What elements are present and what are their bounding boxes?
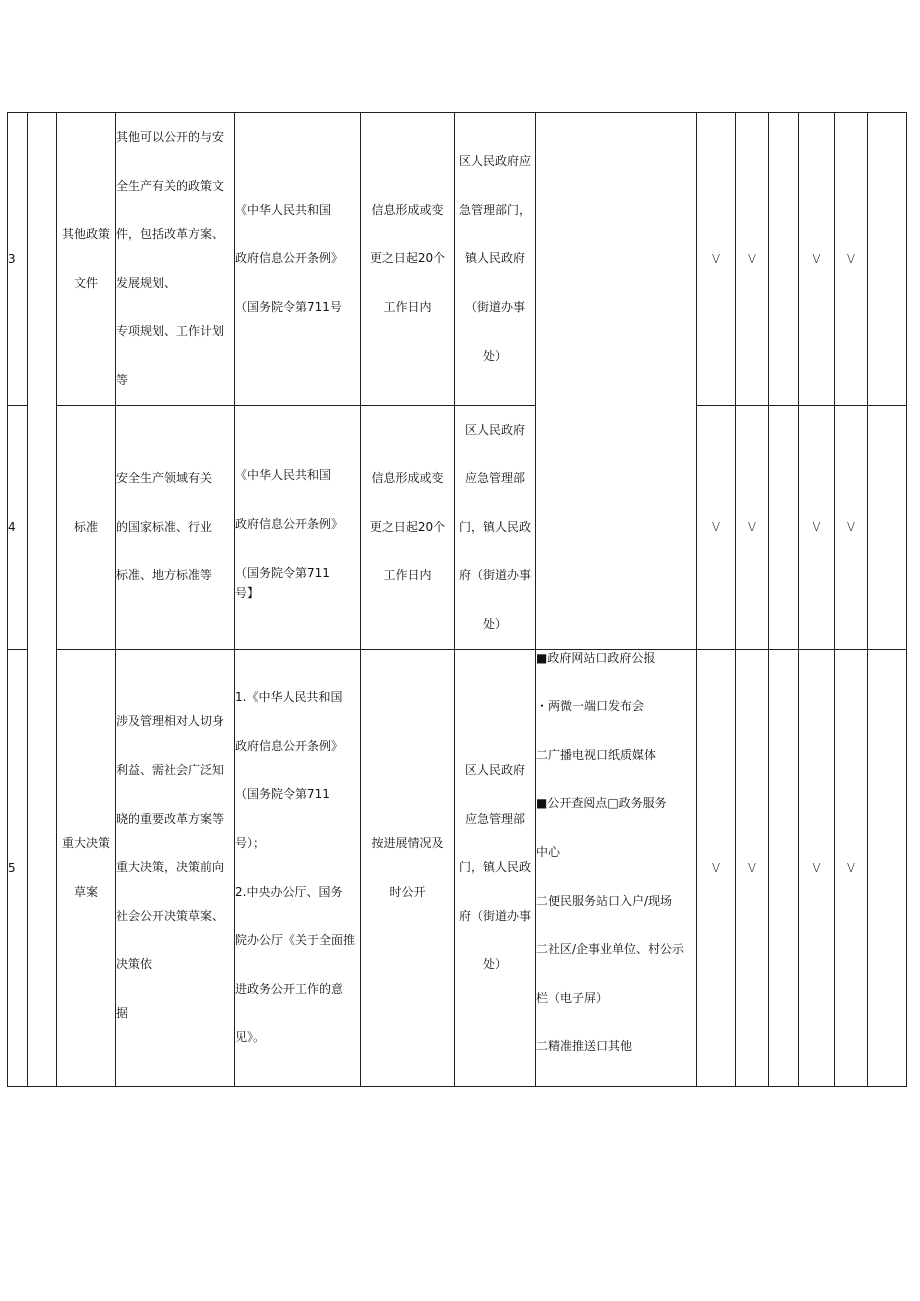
item-name: 标准	[57, 405, 116, 649]
check-mark: V	[799, 405, 835, 649]
disclosure-timeline: 信息形成或变 更之日起20个 工作日内	[361, 113, 455, 406]
empty-cell	[868, 113, 907, 406]
empty-cell	[769, 405, 799, 649]
empty-cell	[769, 649, 799, 1086]
check-mark: V	[697, 113, 736, 406]
disclosure-subject: 区人民政府 应急管理部 门，镇人民政 府（街道办事 处）	[455, 405, 536, 649]
disclosure-subject: 区人民政府 应急管理部 门，镇人民政 府（街道办事 处）	[455, 649, 536, 1086]
disclosure-subject: 区人民政府应 急管理部门， 镇人民政府 （街道办事 处）	[455, 113, 536, 406]
disclosure-content: 涉及管理相对人切身 利益、需社会广泛知 晓的重要改革方案等 重大决策，决策前向 社会公开决策草案、 决策依 据	[116, 649, 235, 1086]
item-name: 重大决策 草案	[57, 649, 116, 1086]
category-cell	[28, 113, 57, 1087]
check-mark: V	[799, 113, 835, 406]
item-name: 其他政策 文件	[57, 113, 116, 406]
disclosure-basis: 1.《中华人民共和国 政府信息公开条例》 （国务院令第711 号）； 2.中央办公厅、国务 院办公厅《关于全面推 进政务公开工作的意 见》。	[235, 649, 361, 1086]
disclosure-channels-empty	[536, 113, 697, 650]
table-row	[8, 405, 907, 649]
disclosure-basis: 《中华人民共和国 政府信息公开条例》 （国务院令第711号	[235, 113, 361, 406]
disclosure-channels: ■政府网站口政府公报 ・两微一端口发布会 二广播电视口纸质媒体 ■公开查阅点□政务服务 中心 二便民服务站口入户/现场 二社区/企事业单位、村公示 栏（电子屏） 二精准推送口其他	[536, 649, 697, 1086]
disclosure-basis: 《中华人民共和国 政府信息公开条例》 （国务院令第711 号】	[235, 405, 361, 649]
check-mark: V	[835, 649, 868, 1086]
disclosure-content: 安全生产领域有关 的国家标准、行业 标准、地方标准等	[116, 405, 235, 649]
check-mark: V	[799, 649, 835, 1086]
disclosure-table	[7, 112, 907, 1087]
check-mark: V	[697, 405, 736, 649]
table-row	[8, 649, 907, 1086]
disclosure-timeline: 按进展情况及 时公开	[361, 649, 455, 1086]
table-row	[8, 113, 907, 406]
disclosure-content: 其他可以公开的与安 全生产有关的政策文 件，包括改革方案、 发展规划、 专项规划、工作计划 等	[116, 113, 235, 406]
check-mark: V	[736, 405, 769, 649]
empty-cell	[769, 113, 799, 406]
row-number: 3	[8, 113, 28, 406]
check-mark: V	[835, 113, 868, 406]
check-mark: V	[697, 649, 736, 1086]
empty-cell	[868, 649, 907, 1086]
check-mark: V	[736, 113, 769, 406]
row-number: 4	[8, 405, 28, 649]
check-mark: V	[736, 649, 769, 1086]
disclosure-timeline: 信息形成或变 更之日起20个 工作日内	[361, 405, 455, 649]
row-number: 5	[8, 649, 28, 1086]
empty-cell	[868, 405, 907, 649]
check-mark: V	[835, 405, 868, 649]
